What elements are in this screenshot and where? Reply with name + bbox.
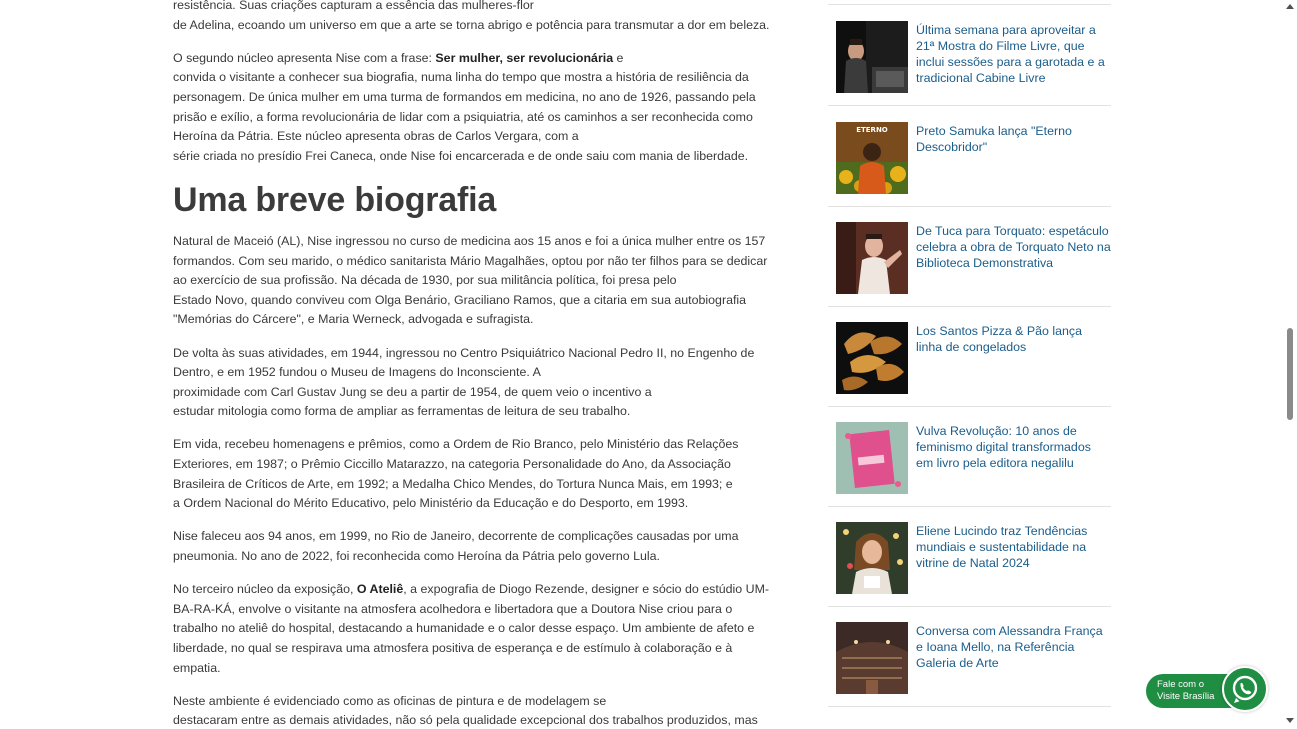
text-line: Neste ambiente é evidenciado como as oficinas de pintura e de modelagem se [173,693,607,708]
news-title-link[interactable]: Eliene Lucindo traz Tendências mundiais e sustentabilidade na vitrine de Natal 2024 [916,524,1088,570]
article-body [173,0,785,729]
text-line: de Adelina, ecoando um universo em que a arte se torna abrigo e potência para transmutar a dor em beleza. [173,17,770,32]
paragraph-neste-ambiente [173,692,785,729]
news-item[interactable] [828,106,1111,207]
text-line: ao exercício de sua profissão. Na década de 1930, por sua militância política, foi presa pelo [173,273,677,288]
text-line: Natural de Maceió (AL), Nise ingressou no curso de medicina aos 15 anos e foi a única mulher entre os 157 [173,233,766,248]
news-title-link[interactable]: Vulva Revolução: 10 anos de feminismo digital transformados em livro pela editora negalilu [916,424,1091,470]
paragraph-homenagens [173,435,785,513]
calzone-thumbnail-icon[interactable] [836,322,908,394]
text-line: pneumonia. No ano de 2022, foi reconhecida como Heroína da Pátria pelo governo Lula. [173,549,661,564]
text-segment: No terceiro núcleo da exposição, [173,582,357,597]
news-item[interactable] [828,606,1111,707]
text-line: Heroína da Pátria. Este núcleo apresenta obras de Carlos Vergara, com a [173,129,579,144]
album-cover-thumbnail-icon[interactable] [836,122,908,194]
scroll-down-arrow-icon[interactable] [1286,718,1294,723]
text-line: empatia. [173,660,221,675]
text-line: "Memórias do Cárcere", e Maria Werneck, advogada e sufragista. [173,312,534,327]
text-line [173,49,785,69]
whatsapp-label-line: Fale com o [1157,679,1204,690]
scroll-up-arrow-icon[interactable] [1286,4,1294,9]
text-line: resistência. Suas criações capturam a essência das mulheres-flor [173,0,534,12]
news-item[interactable] [828,5,1111,106]
text-line: estudar mitologia como forma de ampliar as ferramentas de leitura de seu trabalho. [173,404,631,419]
news-title-link[interactable]: De Tuca para Torquato: espetáculo celebra a obra de Torquato Neto na Biblioteca Demonstrativa [916,224,1111,270]
scrollbar-thumb[interactable] [1287,328,1293,420]
text-line: prisão e exílio, a forma revolucionária de lidar com a psiquiatria, até os caminhos a ser reconhecida como [173,109,753,124]
film-still-thumbnail-icon[interactable] [836,21,908,93]
news-title-link[interactable]: Preto Samuka lança "Eterno Descobridor" [916,124,1072,154]
news-title-link[interactable]: Los Santos Pizza & Pão lança linha de congelados [916,324,1082,354]
text-line: personagem. De única mulher em uma turma de formandos em medicina, no ano de 1926, passando pela [173,89,756,104]
text-line: Estado Novo, quando conviveu com Olga Benário, Graciliano Ramos, que a citaria em sua autobiografia [173,292,747,307]
text-line: série criada no presídio Frei Caneca, onde Nise foi encarcerada e de onde saiu com mania de liberdade. [173,148,749,163]
text-line: Exteriores, em 1987; o Prêmio Ciccillo Matarazzo, na categoria Personalidade do Ano, da Associação [173,457,731,472]
bold-phrase: Ser mulher, ser revolucionária [435,50,614,65]
christmas-portrait-thumbnail-icon[interactable] [836,522,908,594]
text-line: De volta às suas atividades, em 1944, ingressou no Centro Psiquiátrico Nacional Pedro II, no Engenho de [173,345,755,360]
text-segment: , a expografia de Diogo Rezende, designer e sócio do estúdio UM- [403,582,770,597]
news-title-link[interactable]: Conversa com Alessandra França e Ioana Mello, na Referência Galeria de Arte [916,624,1103,670]
pink-book-thumbnail-icon[interactable] [836,422,908,494]
paragraph-de-volta [173,344,785,422]
news-item[interactable] [828,406,1111,507]
text-line: a Ordem Nacional do Mérito Educativo, pelo Ministério da Educação e do Desporto, em 1993. [173,496,689,511]
paragraph-mulheres-flor [173,0,785,35]
text-line: Em vida, recebeu homenagens e prêmios, como a Ordem de Rio Branco, pelo Ministério das Relações [173,437,739,452]
news-title-link[interactable]: Última semana para aproveitar a 21ª Mostra do Filme Livre, que inclui sessões para a garotada e a tradicional Cabine Livre [916,23,1105,85]
text-line: Dentro, e em 1952 fundou o Museu de Imagens do Inconsciente. A [173,365,541,380]
bold-phrase: O Ateliê [356,582,404,597]
whatsapp-icon [1224,668,1266,710]
text-line: destacaram entre as demais atividades, não só pela qualidade excepcional dos trabalhos produzidos, mas [173,713,758,728]
text-line: Brasileira de Críticos de Arte, em 1992; a Medalha Chico Mendes, do Tortura Nunca Mais, em 1993; e [173,476,733,491]
text-line: formandos. Com seu marido, o médico sanitarista Mário Magalhães, optou por não ter filhos para se dedicar [173,253,768,268]
whatsapp-label-line: Visite Brasília [1157,691,1215,702]
text-line: convida o visitante a conhecer sua biografia, numa linha do tempo que mostra a história de resiliência da [173,70,749,85]
text-line: BA-RA-KÁ, envolve o visitante na atmosfera acolhedora e libertadora que a Doutora Nise criou para o [173,601,733,616]
text-segment: e [613,50,624,65]
paragraph-segundo-nucleo [173,49,785,167]
page-scrollbar[interactable] [1283,0,1297,729]
album-cover-text: ETERNO [856,126,888,134]
news-item[interactable] [828,306,1111,407]
text-line [173,580,785,600]
text-line: Nise faleceu aos 94 anos, em 1999, no Rio de Janeiro, decorrente de complicações causadas por uma [173,529,739,544]
news-item[interactable] [828,206,1111,307]
text-line: proximidade com Carl Gustav Jung se deu a partir de 1954, de quem veio o incentivo a [173,384,652,399]
paragraph-natural-de-maceio [173,232,785,330]
section-heading: Uma breve biografia [173,180,497,219]
text-line: liberdade, no qual se respirava uma atmosfera positiva de esperança e de estímulo à colaboração e à [173,641,733,655]
text-line: trabalho no ateliê do hospital, destacando a humanidade e o calor desse espaço. Um ambiente de afeto e [173,621,755,636]
gallery-ceiling-thumbnail-icon[interactable] [836,622,908,694]
news-item[interactable] [828,506,1111,607]
paragraph-faleceu [173,527,785,566]
whatsapp-button[interactable] [1222,666,1268,712]
text-segment: O segundo núcleo apresenta Nise com a frase: [173,50,436,65]
theater-actor-thumbnail-icon[interactable] [836,222,908,294]
paragraph-terceiro-nucleo [173,580,785,678]
